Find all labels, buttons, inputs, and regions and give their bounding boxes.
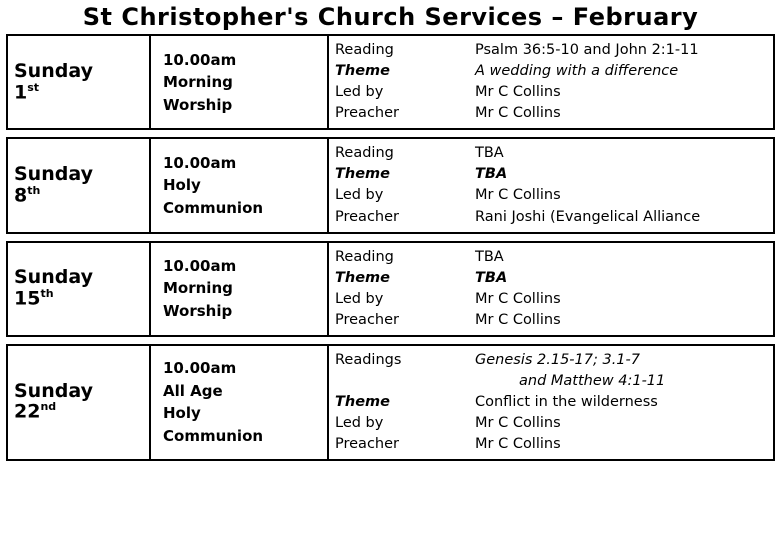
service-name-line: Worship [163,301,233,320]
day-ordinal-suffix: nd [40,400,57,414]
service-detail-label: Led by [335,187,384,204]
service-name-cell [151,346,329,459]
service-detail-label: Readings [335,351,402,368]
service-detail-value: Mr C Collins [475,105,561,122]
service-detail-row [335,143,773,164]
service-name-line: Morning [163,73,233,92]
service-name-cell [151,243,329,335]
service-date-cell [8,139,151,231]
service-detail-value: Mr C Collins [475,290,561,307]
day-number [14,401,149,422]
day-number-value: 8 [14,184,28,207]
service-detail-label: Led by [335,290,384,307]
service-detail-row [335,82,773,103]
service-detail-value: Psalm 36:5-10 and John 2:1-11 [475,42,699,59]
service-name-line: All Age [163,381,223,400]
service-detail-value: Mr C Collins [475,414,561,431]
service-detail-label: Preacher [335,105,399,122]
service-date-cell [8,243,151,335]
service-detail-row [335,434,773,455]
service-detail-row [335,207,773,228]
service-detail-label: Theme [335,269,390,286]
service-detail-label: Theme [335,393,390,410]
service-detail-row [335,268,773,289]
day-name: Sunday [14,379,93,402]
service-details-cell [329,139,773,231]
day-ordinal-suffix: st [27,80,40,94]
service-name-line: Communion [163,198,264,217]
day-ordinal-suffix: th [27,183,41,197]
service-row [6,137,775,233]
service-name-line: 10.00am [163,359,237,378]
day-number [14,82,149,103]
service-name-line: 10.00am [163,256,237,275]
service-name-line: 10.00am [163,50,237,69]
day-name: Sunday [14,265,93,288]
services-table [6,34,775,460]
service-row [6,241,775,337]
service-detail-row [335,185,773,206]
service-detail-row [335,103,773,124]
service-detail-row [335,371,773,392]
day-ordinal-suffix: th [40,286,54,300]
day-number [14,185,149,206]
service-name-cell [151,139,329,231]
service-detail-value: TBA [475,166,508,183]
service-detail-label: Reading [335,248,394,265]
service-detail-value: A wedding with a difference [475,63,679,80]
service-detail-value: TBA [475,145,504,162]
service-details-cell [329,243,773,335]
service-name-line: Morning [163,279,233,298]
service-detail-value: Mr C Collins [475,84,561,101]
day-number-value: 22 [14,400,41,423]
service-detail-label: Preacher [335,435,399,452]
service-detail-row [335,40,773,61]
service-detail-row [335,289,773,310]
service-detail-label: Theme [335,63,390,80]
service-detail-value: Mr C Collins [475,435,561,452]
service-detail-row [335,413,773,434]
service-detail-label: Led by [335,414,384,431]
service-row [6,34,775,130]
service-name-line: Worship [163,95,233,114]
service-detail-label: Theme [335,166,390,183]
page-title: St Christopher's Church Services – February [82,3,699,31]
service-detail-value: and Matthew 4:1-11 [519,372,666,389]
service-detail-row [335,350,773,371]
day-number [14,288,149,309]
service-detail-label: Led by [335,84,384,101]
service-date-cell [8,36,151,128]
service-detail-label: Preacher [335,311,399,328]
service-details-cell [329,36,773,128]
day-name: Sunday [14,162,93,185]
service-detail-value: Mr C Collins [475,187,561,204]
service-date-cell [8,346,151,459]
service-detail-row [335,247,773,268]
service-detail-row [335,164,773,185]
day-name: Sunday [14,59,93,82]
service-name-line: Holy [163,176,201,195]
service-detail-row [335,310,773,331]
service-name-line: 10.00am [163,153,237,172]
service-detail-label: Preacher [335,208,399,225]
service-name-line: Communion [163,426,264,445]
service-detail-label: Reading [335,42,394,59]
service-detail-value: Rani Joshi (Evangelical Alliance [475,208,701,225]
service-detail-value: Genesis 2.15-17; 3.1-7 [475,351,640,368]
service-detail-label: Reading [335,145,394,162]
day-number-value: 15 [14,287,41,310]
service-name-cell [151,36,329,128]
service-row [6,344,775,461]
day-number-value: 1 [14,81,28,104]
service-detail-row [335,392,773,413]
service-name-line: Holy [163,404,201,423]
service-detail-value: TBA [475,269,508,286]
service-detail-value: Conflict in the wilderness [475,393,658,410]
service-detail-value: TBA [475,248,504,265]
service-details-cell [329,346,773,459]
service-detail-value: Mr C Collins [475,311,561,328]
service-detail-row [335,61,773,82]
